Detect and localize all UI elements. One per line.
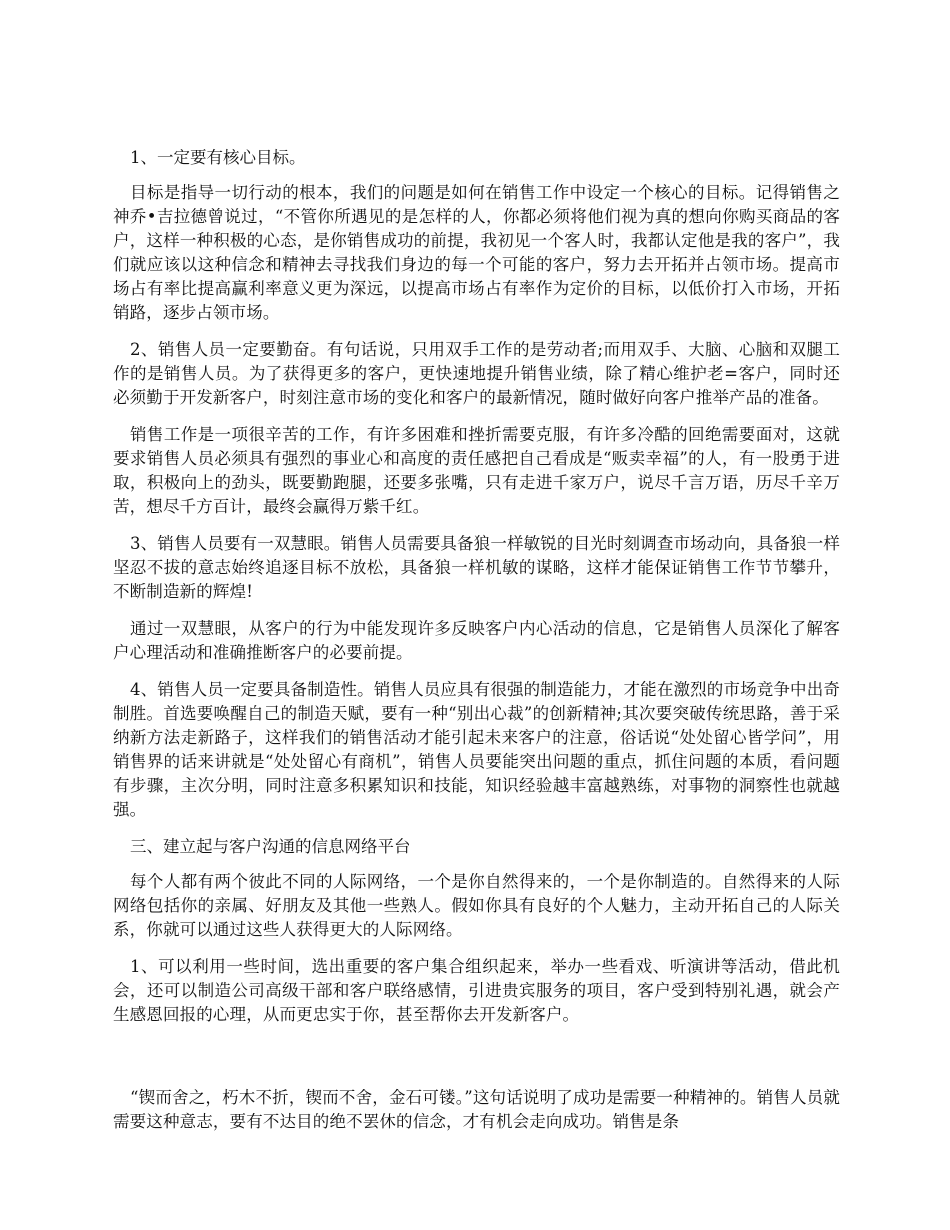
paragraph-personal-network: 每个人都有两个彼此不同的人际网络，一个是你自然得来的，一个是你制造的。自然得来的人际网络包括你的亲属、好朋友及其他一些熟人。假如你具有良好的个人魅力，主动开拓自己的人际关系，你就可以通过这些人获得更大的人际网络。 <box>113 872 840 939</box>
paragraph-core-goal: 目标是指导一切行动的根本，我们的问题是如何在销售工作中设定一个核心的目标。记得销售之神乔•吉拉德曾说过，“不管你所遇见的是怎样的人，你都必须将他们视为真的想向你购买商品的客户，这样一种积极的心态，是你销售成功的前提，我初见一个客人时，我都认定他是我的客户”，我们就应该以这种信念和精神去寻找我们身边的每一个可能的客户，努力去开拓并占领市场。提高市场占有率比提高赢利率意义更为深远，以提高市场占有率作为定价的目标，以低价打入市场，开拓销路，逐步占领市场。 <box>113 183 840 322</box>
paragraph-creativity: 4、销售人员一定要具备制造性。销售人员应具有很强的制造能力，才能在激烈的市场竞争中出奇制胜。首选要唤醒自己的制造天赋，要有一种“别出心裁”的创新精神;其次要突破传统思路，善于采纳新方法走新路子，这样我们的销售活动才能引起未来客户的注意，俗话说“处处留心皆学问”，用销售界的话来讲就是“处处留心有商机”，销售人员要能突出问题的重点，抓住问题的本质，看问题有步骤，主次分明，同时注意多积累知识和技能，知识经验越丰富越熟练，对事物的洞察性也就越强。 <box>113 680 840 819</box>
section-heading-network-platform: 三、建立起与客户沟通的信息网络平台 <box>130 837 411 856</box>
paragraph-customer-insight: 通过一双慧眼，从客户的行为中能发现许多反映客户内心活动的信息，它是销售人员深化了解客户心理活动和准确推断客户的必要前提。 <box>113 619 840 662</box>
paragraph-diligence: 2、销售人员一定要勤奋。有句话说，只用双手工作的是劳动者;而用双手、大脑、心脑和双腿工作的是销售人员。为了获得更多的客户，更快速地提升销售业绩，除了精心维护老=客户，同时还必须勤于开发新客户，时刻注意市场的变化和客户的最新情况，随时做好向客户推举产品的准备。 <box>113 340 840 407</box>
paragraph-hard-work: 销售工作是一项很辛苦的工作，有许多困难和挫折需要克服，有许多冷酷的回绝需要面对，这就要求销售人员必须具有强烈的事业心和高度的责任感把自己看成是“贩卖幸福”的人，有一股勇于进取，积极向上的劲头，既要勤跑腿，还要多张嘴，只有走进千家万户，说尽千言万语，历尽千辛万苦，想尽千方百计，最终会赢得万紫千红。 <box>113 425 840 516</box>
paragraph-perseverance: “锲而舍之，朽木不折，锲而不舍，金石可镂。”这句话说明了成功是需要一种精神的。销售人员就需要这种意志，要有不达目的绝不罢休的信念，才有机会走向成功。销售是条 <box>113 1088 840 1131</box>
page-spacer <box>113 1040 840 1086</box>
document-body <box>113 146 840 1147</box>
paragraph-customer-events: 1、可以利用一些时间，选出重要的客户集合组织起来，举办一些看戏、听演讲等活动，借此机会，还可以制造公司高级干部和客户联络感情，引进贵宾服务的项目，客户受到特别礼遇，就会产生感恩回报的心理，从而更忠实于你，甚至帮你去开发新客户。 <box>113 957 840 1024</box>
section-heading-core-goal: 1、一定要有核心目标。 <box>130 148 306 167</box>
paragraph-sharp-eyes: 3、销售人员要有一双慧眼。销售人员需要具备狼一样敏锐的目光时刻调查市场动向，具备狼一样坚忍不拔的意志始终追逐目标不放松，具备狼一样机敏的谋略，这样才能保证销售工作节节攀升，不断制造新的辉煌! <box>113 534 840 601</box>
